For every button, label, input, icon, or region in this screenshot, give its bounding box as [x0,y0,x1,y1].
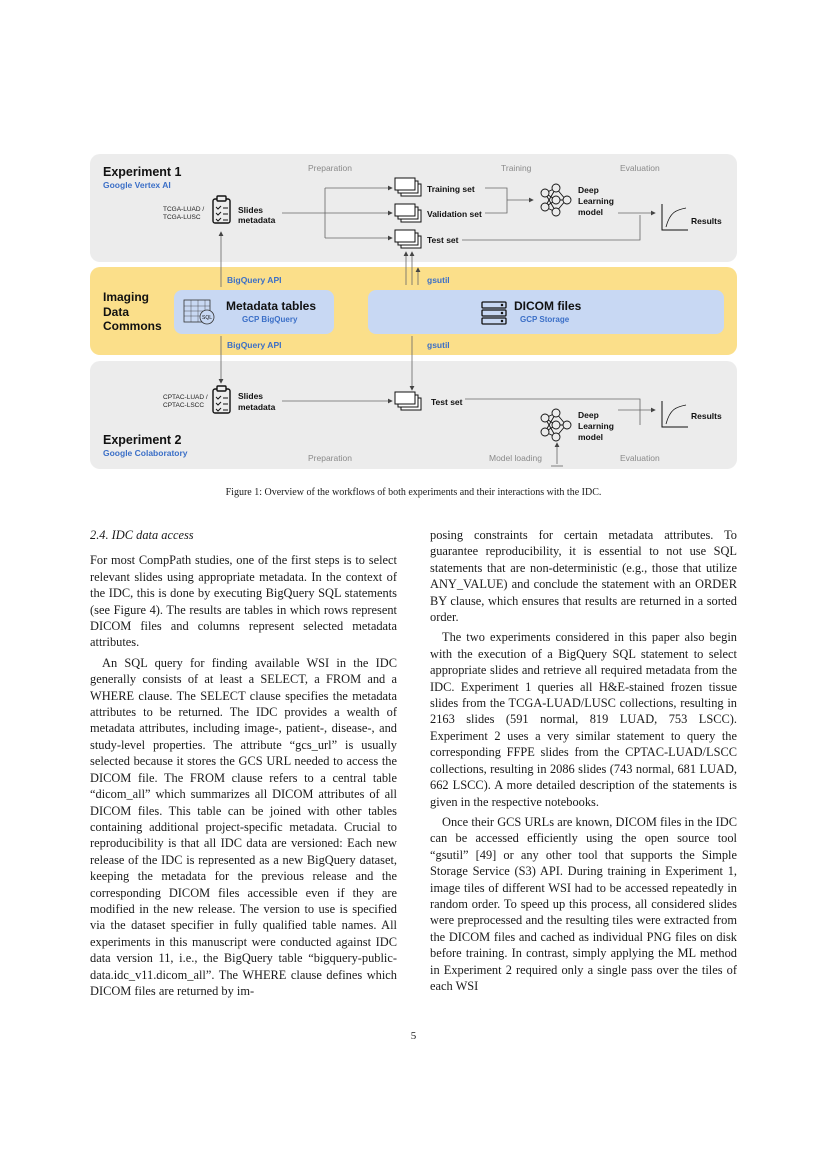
clipboard-icon [213,386,230,413]
bigquery-api-label: BigQuery API [227,275,282,285]
phase-evaluation: Evaluation [620,163,660,173]
paragraph: Once their GCS URLs are known, DICOM files in the IDC can be accessed efficiently using the open source tool “gsutil” [49] or any other tool that supports the Simple Storage Service (S3) API. During training in Experiment 1, image tiles of different WSI had to be accessed repeatedly in random order. To speed up this process, all considered slides were preprocessed and the resulting tiles were extracted from the DICOM files and cached as individual PNG files on disk before training. In contrast, simply applying the ML method in Experiment 2 required only a single pass over the tiles of each WSI [430,814,737,993]
results-chart-icon [662,204,688,230]
phase-model-loading: Model loading [489,453,542,463]
gcp-storage-label: GCP Storage [520,315,570,324]
gsutil-label: gsutil [427,340,450,350]
gsutil-label: gsutil [427,275,450,285]
image-stack-icon [395,178,421,410]
test-set-label: Test set [431,397,463,407]
figure-caption: Figure 1: Overview of the workflows of both experiments and their interactions with the IDC. [225,487,602,498]
collection-label: CPTAC-LUAD / [163,394,208,401]
slides-metadata-label: metadata [238,215,276,225]
phase-evaluation: Evaluation [620,453,660,463]
phase-preparation: Preparation [308,453,352,463]
idc-title-line: Imaging [103,290,150,304]
diagram-arrows [0,0,827,500]
model-label: model [578,432,604,442]
idc-title [103,290,162,334]
neural-network-icon [541,409,571,441]
validation-set-label: Validation set [427,209,482,219]
model-label: Learning [578,196,614,206]
collection-label: CPTAC-LSCC [163,402,205,409]
phase-training: Training [501,163,532,173]
sql-icon-label: SQL [201,315,213,321]
model-label: Learning [578,421,614,431]
collection-label: TCGA-LUAD / [163,206,205,213]
experiment-2-subtitle: Google Colaboratory [103,448,188,458]
experiment-2-title: Experiment 2 [103,433,182,447]
model-label: Deep [578,185,599,195]
section-heading: 2.4. IDC data access [90,528,194,542]
experiment-1-title: Experiment 1 [103,165,182,179]
paragraph: An SQL query for finding available WSI in the IDC generally consists of at least a SELECT, a FROM and a WHERE clause. The SELECT clause specifies the metadata attributes to be returned. The IDC provides a wealth of metadata attributes, including image-, patient-, disease-, and study-level properties. The attribute “gcs_url” is usually selected because it stores the GCS URL needed to access the DICOM file. The FROM clause refers to a central table “dicom_all” which summarizes all DICOM attributes of all DICOM files. This table can be joined with other tables containing additional project-specific metadata. Crucial to reproducibility is that all IDC data are versioned: Each new release of the IDC is represented as a new BigQuery dataset, keeping the metadata for the previous release and the corresponding DICOM files accessible even if they are modified in the new release. The version to use is specified via the dataset specifier in fully qualified table names. All experiments in this manuscript were conducted against IDC data version 11, i.e., the BigQuery table “bigquery-public-data.idc_v11.dicom_all”. The WHERE clause defines which DICOM files are returned by im- [90,655,397,998]
model-label: Deep [578,410,599,420]
figure-1 [0,0,827,500]
gcp-bigquery-label: GCP BigQuery [242,315,298,324]
slides-metadata-label: metadata [238,402,276,412]
training-set-label: Training set [427,184,475,194]
test-set-label: Test set [427,235,459,245]
left-column [90,527,397,999]
results-label: Results [691,411,722,421]
results-label: Results [691,216,722,226]
storage-server-icon [482,302,506,324]
page-number: 5 [410,1030,417,1042]
paragraph: posing constraints for certain metadata attributes. To guarantee reproducibility, it is essential to not use SQL statements that are non-deterministic (e.g., those that utilize ANY_VALUE) and conclude the statement with an ORDER BY clause, which ensures that results are returned in a sorted order. [430,528,737,625]
paragraph: For most CompPath studies, one of the first steps is to select relevant slides using appropriate metadata. In the context of the IDC, this is done by executing BigQuery SQL statements (see Figure 4). The results are tables in which rows represent DICOM files and columns represent selected metadata attributes. [90,553,397,650]
metadata-tables-title: Metadata tables [226,299,317,313]
experiment-1-subtitle: Google Vertex AI [103,180,171,190]
model-label: model [578,207,604,217]
dicom-files-title: DICOM files [514,299,582,313]
results-chart-icon [662,401,688,427]
idc-title-line: Data [103,304,130,319]
right-column [430,527,737,994]
neural-network-icon [541,184,571,216]
paragraph: The two experiments considered in this paper also begin with the execution of a BigQuery SQL statement to select appropriate slides and retrieve all required metadata from the IDC. Experiment 1 queries all H&E-stained frozen tissue slides from the TCGA-LUAD/LUSC collections, resulting in 2163 slides (591 normal, 819 LUAD, 753 LSCC). Experiment 2 uses a very similar statement to query the corresponding FFPE slides from the CPTAC-LUAD/LSCC collections, resulting in 2086 slides (743 normal, 681 LUAD, 662 LSCC). A more detailed description of the statements is given in the respective notebooks. [430,630,737,809]
slides-metadata-label: Slides [238,391,264,401]
idc-title-line: Commons [103,319,162,333]
clipboard-icon [213,196,230,223]
collection-label: TCGA-LUSC [163,214,201,221]
phase-preparation: Preparation [308,163,352,173]
slides-metadata-label: Slides [238,205,264,215]
bigquery-api-label: BigQuery API [227,340,282,350]
